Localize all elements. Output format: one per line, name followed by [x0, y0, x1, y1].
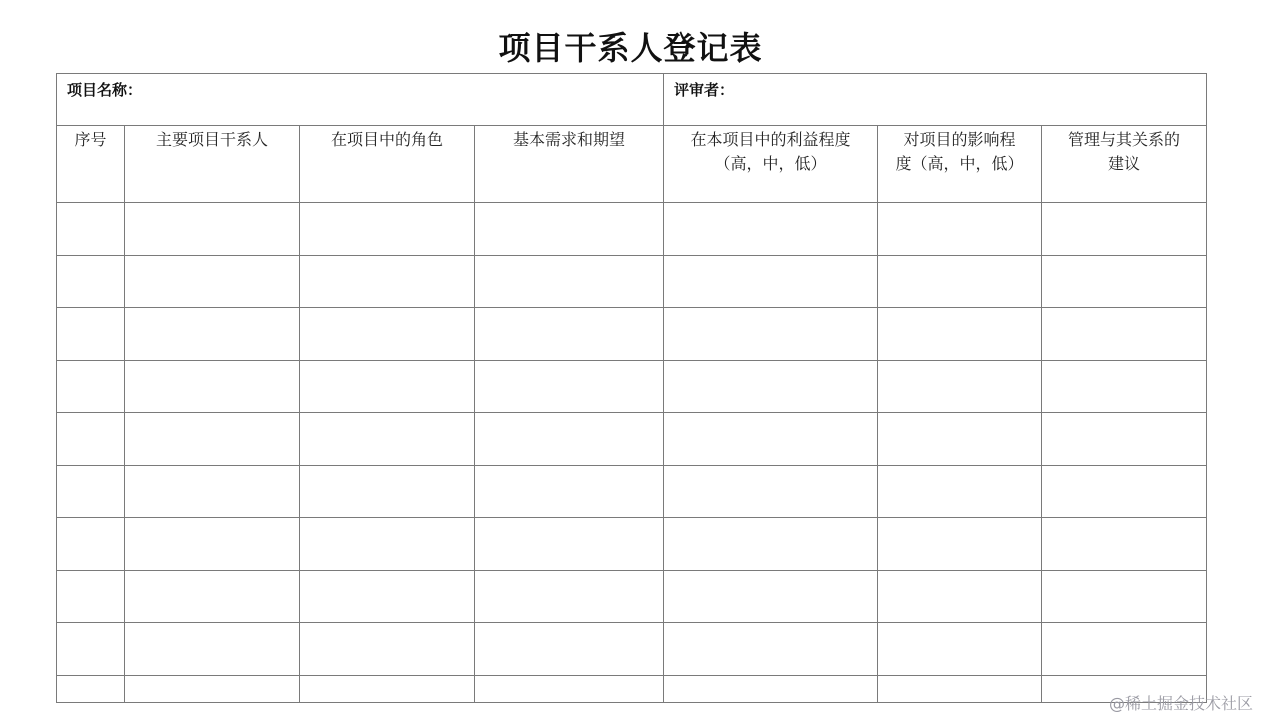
table-cell[interactable] [878, 203, 1042, 256]
table-cell[interactable] [57, 255, 125, 308]
table-cell[interactable] [878, 308, 1042, 361]
table-cell[interactable] [125, 413, 300, 466]
table-cell[interactable] [664, 203, 878, 256]
table-row [57, 360, 1207, 413]
reviewer-label: 评审者： [674, 81, 735, 99]
table-cell[interactable] [664, 413, 878, 466]
table-cell[interactable] [300, 465, 475, 518]
table-cell[interactable] [475, 255, 664, 308]
header-text: 序号 [74, 130, 107, 149]
header-text: （高，中，低） [714, 154, 827, 173]
table-cell[interactable] [1042, 623, 1207, 676]
header-cell-needs [475, 126, 664, 203]
table-cell[interactable] [300, 570, 475, 623]
table-cell[interactable] [475, 465, 664, 518]
table-cell[interactable] [57, 570, 125, 623]
table-cell[interactable] [664, 308, 878, 361]
table-cell[interactable] [300, 360, 475, 413]
header-cell-stakeholder [125, 126, 300, 203]
table-cell[interactable] [125, 570, 300, 623]
table-cell[interactable] [475, 675, 664, 702]
watermark: @稀土掘金技术社区 [1108, 694, 1253, 713]
table-cell[interactable] [300, 308, 475, 361]
table-cell[interactable] [1042, 203, 1207, 256]
table-cell[interactable] [475, 570, 664, 623]
table-cell[interactable] [878, 623, 1042, 676]
table-cell[interactable] [878, 675, 1042, 702]
header-row [57, 126, 1207, 203]
table-row [57, 413, 1207, 466]
table-row [57, 203, 1207, 256]
table-cell[interactable] [1042, 255, 1207, 308]
table-cell[interactable] [475, 623, 664, 676]
table-cell[interactable] [475, 203, 664, 256]
table-row [57, 675, 1207, 702]
table-cell[interactable] [1042, 413, 1207, 466]
table-cell[interactable] [57, 360, 125, 413]
table-cell[interactable] [878, 570, 1042, 623]
table-cell[interactable] [125, 203, 300, 256]
table-cell[interactable] [1042, 570, 1207, 623]
table-cell[interactable] [664, 570, 878, 623]
header-cell-interest [664, 126, 878, 203]
header-text: 对项目的影响程 [903, 130, 1016, 149]
table-row [57, 308, 1207, 361]
table-cell[interactable] [57, 308, 125, 361]
table-cell[interactable] [878, 360, 1042, 413]
table-cell[interactable] [125, 675, 300, 702]
meta-row [57, 74, 1207, 126]
table-cell[interactable] [664, 255, 878, 308]
table-cell[interactable] [300, 413, 475, 466]
project-name-cell[interactable] [57, 74, 664, 126]
table-row [57, 465, 1207, 518]
header-text: 基本需求和期望 [513, 130, 626, 149]
reviewer-cell[interactable] [664, 74, 1207, 126]
header-cell-index [57, 126, 125, 203]
header-text: 主要项目干系人 [155, 130, 268, 149]
table-cell[interactable] [1042, 518, 1207, 571]
table-cell[interactable] [125, 255, 300, 308]
table-row [57, 570, 1207, 623]
header-cell-influence [878, 126, 1042, 203]
form-title: 项目干系人登记表 [498, 29, 763, 67]
project-name-label: 项目名称： [67, 81, 143, 99]
header-text: 管理与其关系的 [1068, 130, 1181, 149]
table-cell[interactable] [300, 518, 475, 571]
table-cell[interactable] [878, 518, 1042, 571]
table-cell[interactable] [125, 360, 300, 413]
table-cell[interactable] [57, 413, 125, 466]
table-cell[interactable] [878, 465, 1042, 518]
table-cell[interactable] [475, 308, 664, 361]
table-cell[interactable] [664, 518, 878, 571]
table-cell[interactable] [57, 203, 125, 256]
header-cell-management [1042, 126, 1207, 203]
header-text: 在项目中的角色 [330, 130, 443, 149]
header-text: 度（高，中，低） [895, 154, 1024, 173]
stakeholder-register-table [56, 73, 1207, 703]
table-row [57, 255, 1207, 308]
table-cell[interactable] [664, 675, 878, 702]
table-cell[interactable] [1042, 308, 1207, 361]
table-cell[interactable] [475, 360, 664, 413]
table-cell[interactable] [125, 308, 300, 361]
header-text: 在本项目中的利益程度 [690, 130, 851, 149]
table-cell[interactable] [125, 465, 300, 518]
table-cell[interactable] [57, 623, 125, 676]
table-cell[interactable] [664, 465, 878, 518]
table-cell[interactable] [300, 203, 475, 256]
table-cell[interactable] [57, 465, 125, 518]
table-cell[interactable] [475, 518, 664, 571]
header-text: 建议 [1108, 154, 1141, 173]
table-cell[interactable] [300, 623, 475, 676]
table-cell[interactable] [1042, 360, 1207, 413]
table-row [57, 518, 1207, 571]
table-cell[interactable] [1042, 465, 1207, 518]
table-cell[interactable] [878, 413, 1042, 466]
table-cell[interactable] [57, 518, 125, 571]
table-cell[interactable] [300, 675, 475, 702]
table-cell[interactable] [125, 623, 300, 676]
table-cell[interactable] [125, 518, 300, 571]
table-cell[interactable] [475, 413, 664, 466]
table-cell[interactable] [878, 255, 1042, 308]
table-cell[interactable] [57, 675, 125, 702]
table-row [57, 623, 1207, 676]
table-cell[interactable] [664, 360, 878, 413]
table-cell[interactable] [664, 623, 878, 676]
table-cell[interactable] [300, 255, 475, 308]
header-cell-role [300, 126, 475, 203]
